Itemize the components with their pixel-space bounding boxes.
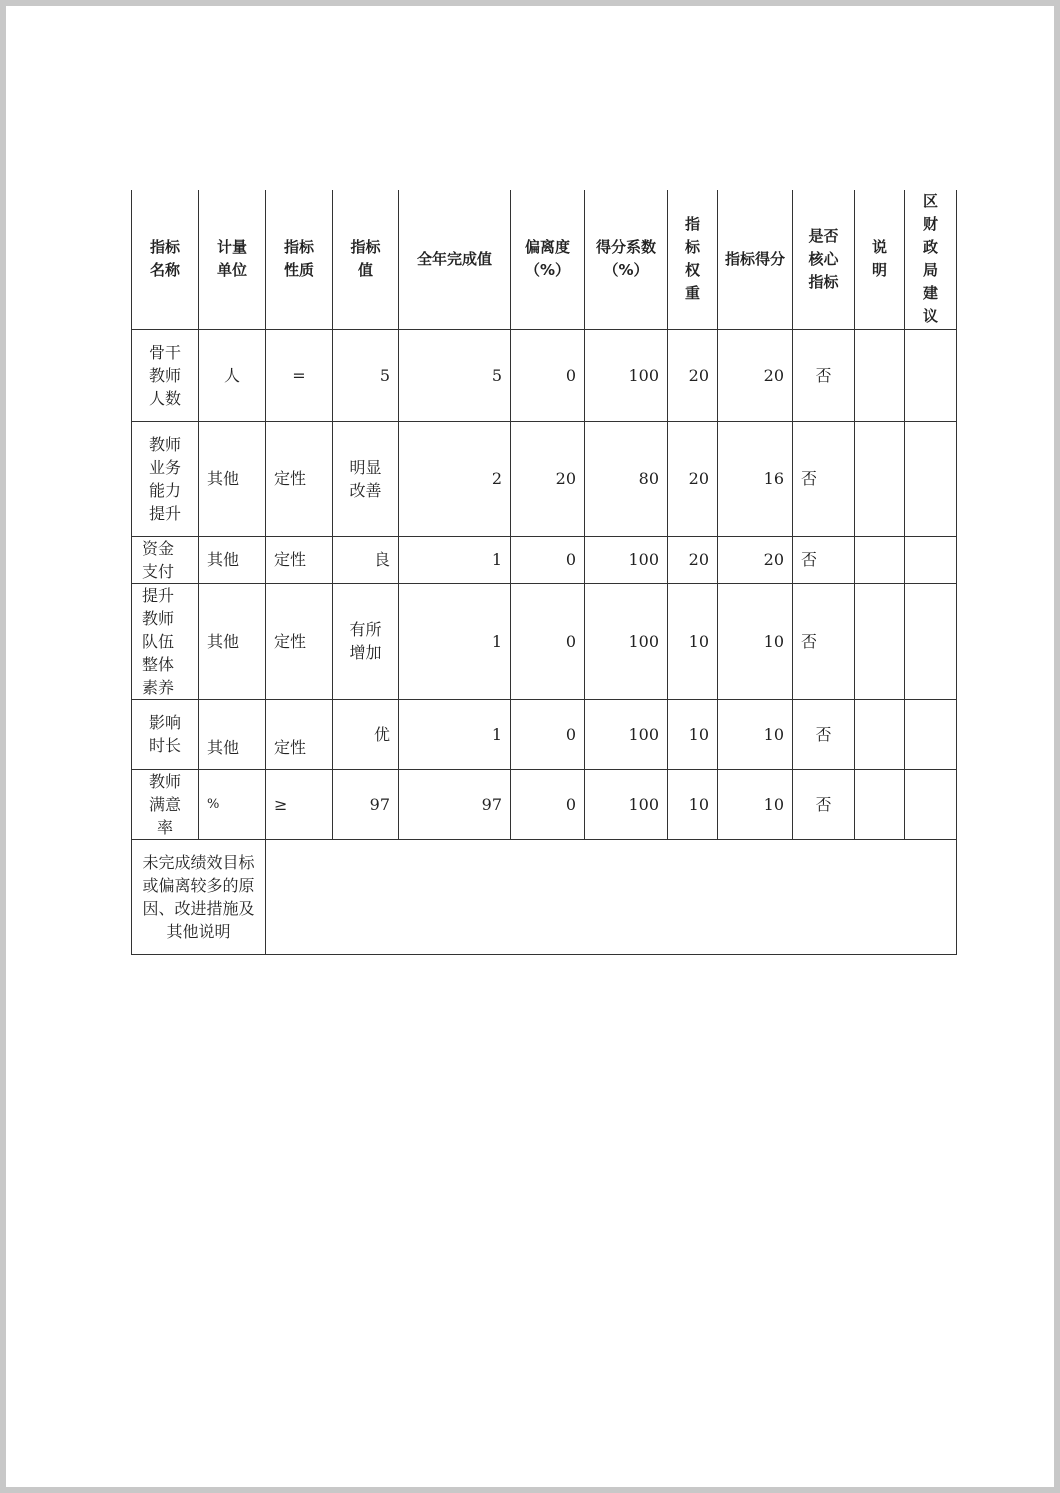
cell-name: 骨干教师人数 xyxy=(132,329,199,421)
table-header-row xyxy=(132,190,957,329)
cell-score: 10 xyxy=(718,769,793,839)
cell-name: 提升教师队伍整体素养 xyxy=(132,583,199,699)
cell-coefficient: 100 xyxy=(585,769,668,839)
header-actual: 全年完成值 xyxy=(399,190,511,329)
cell-target: 97 xyxy=(333,769,399,839)
cell-target: 良 xyxy=(333,536,399,583)
cell-remark xyxy=(855,329,905,421)
cell-deviation: 0 xyxy=(511,329,585,421)
cell-name: 资金支付 xyxy=(132,536,199,583)
cell-coefficient: 100 xyxy=(585,699,668,769)
cell-nature: 定性 xyxy=(266,583,333,699)
cell-core: 否 xyxy=(793,421,855,536)
cell-score: 20 xyxy=(718,329,793,421)
header-unit: 计量单位 xyxy=(199,190,266,329)
cell-remark xyxy=(855,536,905,583)
cell-advice xyxy=(905,329,957,421)
cell-coefficient: 100 xyxy=(585,329,668,421)
cell-actual: 5 xyxy=(399,329,511,421)
cell-remark xyxy=(855,421,905,536)
note-row xyxy=(132,839,957,954)
header-weight: 指标权重 xyxy=(668,190,718,329)
table-row xyxy=(132,421,957,536)
cell-remark xyxy=(855,583,905,699)
cell-weight: 10 xyxy=(668,583,718,699)
cell-actual: 1 xyxy=(399,536,511,583)
document-page xyxy=(6,6,1054,1487)
cell-weight: 10 xyxy=(668,769,718,839)
cell-score: 10 xyxy=(718,699,793,769)
cell-score: 16 xyxy=(718,421,793,536)
cell-advice xyxy=(905,769,957,839)
cell-remark xyxy=(855,699,905,769)
cell-target: 5 xyxy=(333,329,399,421)
cell-target: 有所增加 xyxy=(333,583,399,699)
cell-nature: 定性 xyxy=(266,699,333,769)
cell-remark xyxy=(855,769,905,839)
cell-core: 否 xyxy=(793,583,855,699)
cell-name: 教师满意率 xyxy=(132,769,199,839)
cell-score: 20 xyxy=(718,536,793,583)
cell-core: 否 xyxy=(793,699,855,769)
header-score: 指标得分 xyxy=(718,190,793,329)
cell-core: 否 xyxy=(793,329,855,421)
cell-core: 否 xyxy=(793,536,855,583)
cell-actual: 1 xyxy=(399,583,511,699)
table-row xyxy=(132,329,957,421)
cell-advice xyxy=(905,583,957,699)
cell-nature: 定性 xyxy=(266,421,333,536)
cell-deviation: 0 xyxy=(511,699,585,769)
cell-weight: 20 xyxy=(668,421,718,536)
cell-actual: 97 xyxy=(399,769,511,839)
cell-nature: 定性 xyxy=(266,536,333,583)
header-deviation: 偏离度（%） xyxy=(511,190,585,329)
cell-coefficient: 100 xyxy=(585,536,668,583)
cell-advice xyxy=(905,536,957,583)
cell-target: 明显改善 xyxy=(333,421,399,536)
header-core: 是否核心指标 xyxy=(793,190,855,329)
header-advice: 区财政局建议 xyxy=(905,190,957,329)
cell-coefficient: 100 xyxy=(585,583,668,699)
cell-nature: ≥ xyxy=(266,769,333,839)
header-coefficient: 得分系数（%） xyxy=(585,190,668,329)
cell-deviation: 0 xyxy=(511,769,585,839)
table-row xyxy=(132,583,957,699)
cell-unit: 其他 xyxy=(199,536,266,583)
cell-advice xyxy=(905,421,957,536)
cell-deviation: 20 xyxy=(511,421,585,536)
cell-coefficient: 80 xyxy=(585,421,668,536)
cell-score: 10 xyxy=(718,583,793,699)
cell-weight: 20 xyxy=(668,536,718,583)
cell-name: 影响时长 xyxy=(132,699,199,769)
cell-unit: % xyxy=(199,769,266,839)
performance-indicator-table xyxy=(131,190,957,955)
cell-target: 优 xyxy=(333,699,399,769)
cell-actual: 1 xyxy=(399,699,511,769)
cell-nature: = xyxy=(266,329,333,421)
cell-unit: 人 xyxy=(199,329,266,421)
cell-deviation: 0 xyxy=(511,536,585,583)
cell-unit: 其他 xyxy=(199,421,266,536)
cell-weight: 10 xyxy=(668,699,718,769)
header-target: 指标值 xyxy=(333,190,399,329)
cell-core: 否 xyxy=(793,769,855,839)
cell-actual: 2 xyxy=(399,421,511,536)
header-nature: 指标性质 xyxy=(266,190,333,329)
table-row xyxy=(132,536,957,583)
table-row xyxy=(132,699,957,769)
note-value xyxy=(266,839,957,954)
cell-weight: 20 xyxy=(668,329,718,421)
header-name: 指标名称 xyxy=(132,190,199,329)
cell-unit: 其他 xyxy=(199,583,266,699)
cell-advice xyxy=(905,699,957,769)
header-remark: 说明 xyxy=(855,190,905,329)
table-row xyxy=(132,769,957,839)
note-label: 未完成绩效目标或偏离较多的原因、改进措施及其他说明 xyxy=(132,839,266,954)
cell-unit: 其他 xyxy=(199,699,266,769)
cell-name: 教师业务能力提升 xyxy=(132,421,199,536)
cell-deviation: 0 xyxy=(511,583,585,699)
